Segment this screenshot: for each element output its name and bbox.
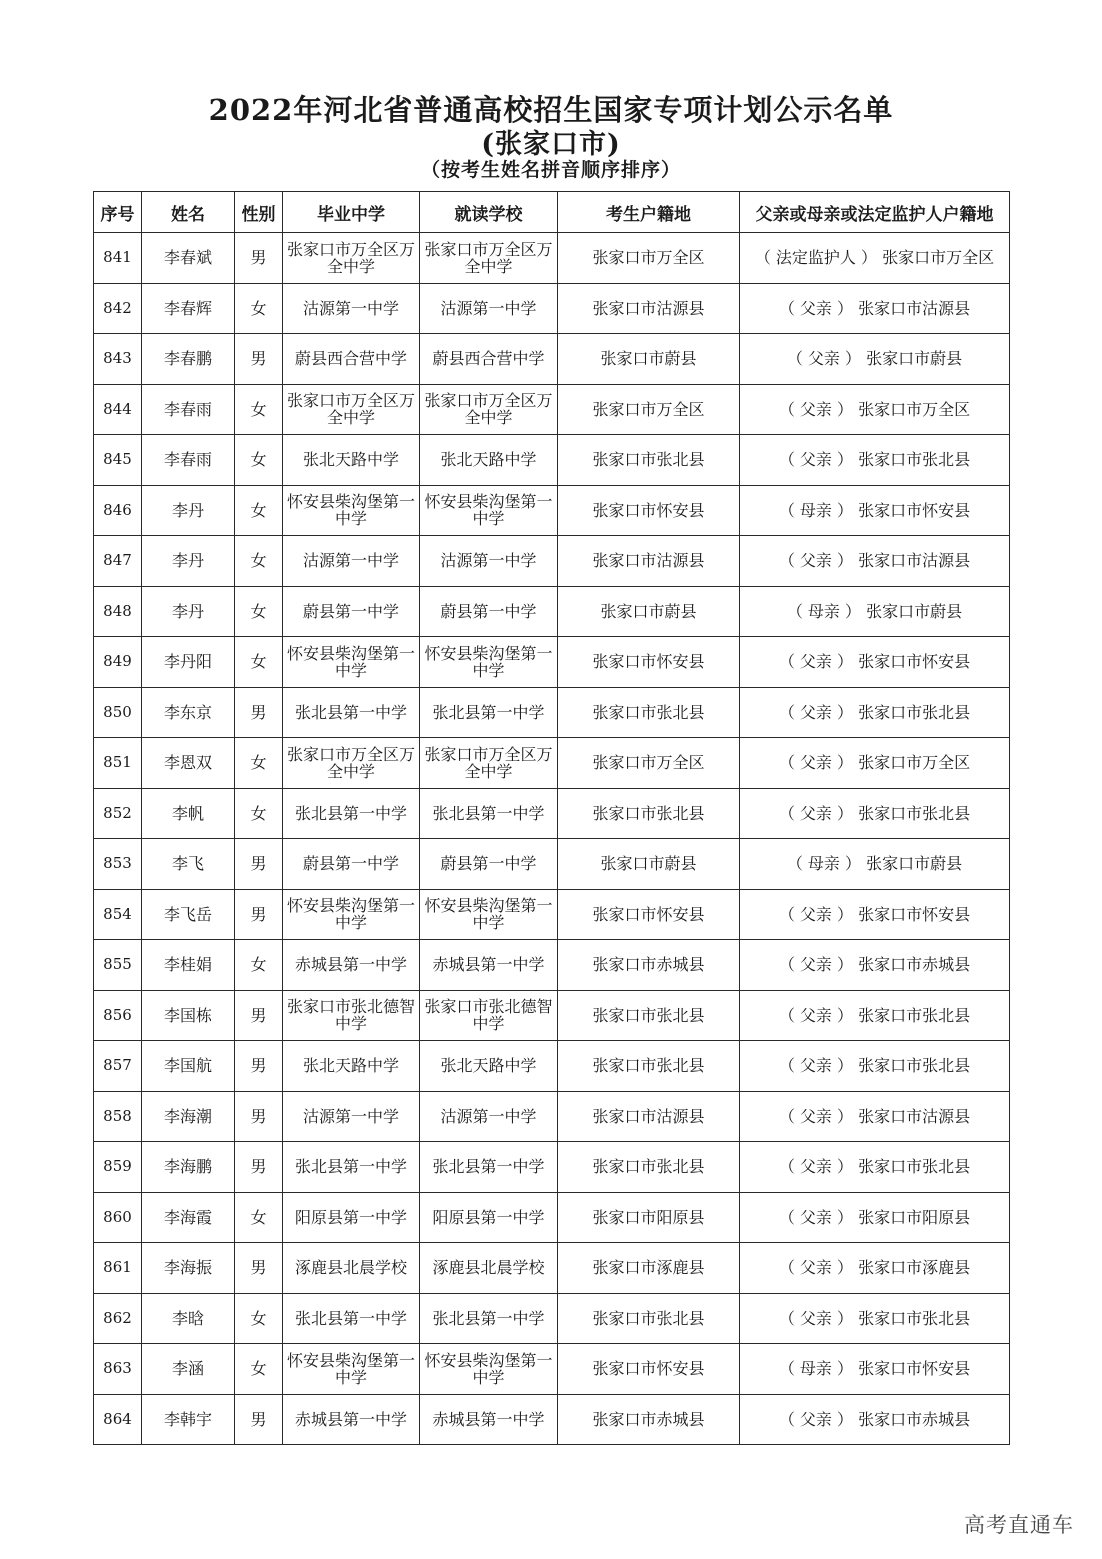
student-origin: 张家口市怀安县 [558, 485, 740, 536]
page-title: 2022年河北省普通高校招生国家专项计划公示名单 [208, 93, 894, 127]
student-name: 李春鹏 [142, 334, 235, 385]
attend-school: 张北天路中学 [420, 1041, 558, 1092]
attend-school: 张北县第一中学 [420, 687, 558, 738]
guardian-origin [740, 788, 1010, 839]
row-number: 848 [94, 586, 142, 637]
student-origin: 张家口市万全区 [558, 233, 740, 284]
table-row [94, 1293, 1010, 1344]
attend-school: 张家口市万全区万全中学 [420, 233, 558, 284]
row-number: 855 [94, 940, 142, 991]
row-number: 864 [94, 1394, 142, 1445]
guardian-origin [740, 536, 1010, 587]
grad-school: 赤城县第一中学 [283, 1394, 420, 1445]
guardian-origin [740, 687, 1010, 738]
row-number: 851 [94, 738, 142, 789]
student-origin: 张家口市蔚县 [558, 839, 740, 890]
guardian-origin [740, 283, 1010, 334]
student-origin: 张家口市沽源县 [558, 283, 740, 334]
guardian-relation: （ 父亲 ） [778, 1258, 854, 1278]
student-name: 李春雨 [142, 384, 235, 435]
guardian-origin [740, 1041, 1010, 1092]
table-row [94, 536, 1010, 587]
attend-school: 张北县第一中学 [420, 1142, 558, 1193]
guardian-origin [740, 334, 1010, 385]
student-gender: 男 [235, 1394, 283, 1445]
guardian-place: 张家口市万全区 [858, 753, 971, 773]
student-gender: 女 [235, 536, 283, 587]
row-number: 858 [94, 1091, 142, 1142]
guardian-place: 张家口市张北县 [858, 1005, 971, 1025]
attend-school: 沽源第一中学 [420, 1091, 558, 1142]
student-origin: 张家口市赤城县 [558, 1394, 740, 1445]
guardian-relation: （ 父亲 ） [778, 399, 854, 419]
student-name: 李韩宇 [142, 1394, 235, 1445]
student-gender: 男 [235, 839, 283, 890]
student-name: 李海潮 [142, 1091, 235, 1142]
attend-school: 阳原县第一中学 [420, 1192, 558, 1243]
grad-school: 沽源第一中学 [283, 1091, 420, 1142]
grad-school: 怀安县柴沟堡第一中学 [283, 1344, 420, 1395]
student-gender: 男 [235, 1142, 283, 1193]
guardian-relation: （ 父亲 ） [778, 652, 854, 672]
guardian-origin [740, 1243, 1010, 1294]
guardian-relation: （ 父亲 ） [778, 298, 854, 318]
guardian-relation: （ 父亲 ） [778, 753, 854, 773]
row-number: 862 [94, 1293, 142, 1344]
attend-school: 沽源第一中学 [420, 283, 558, 334]
student-gender: 女 [235, 738, 283, 789]
page-subtitle-city: (张家口市) [481, 129, 621, 160]
student-gender: 男 [235, 1243, 283, 1294]
student-gender: 女 [235, 637, 283, 688]
row-number: 854 [94, 889, 142, 940]
row-number: 843 [94, 334, 142, 385]
table-row [94, 1192, 1010, 1243]
row-number: 852 [94, 788, 142, 839]
student-origin: 张家口市张北县 [558, 1041, 740, 1092]
table-row [94, 889, 1010, 940]
student-name: 李涵 [142, 1344, 235, 1395]
guardian-origin [740, 435, 1010, 486]
page-sort-note: （按考生姓名拼音顺序排序） [420, 159, 681, 181]
guardian-origin [740, 586, 1010, 637]
attend-school: 张北县第一中学 [420, 1293, 558, 1344]
student-gender: 女 [235, 435, 283, 486]
guardian-relation: （ 父亲 ） [778, 702, 854, 722]
student-name: 李恩双 [142, 738, 235, 789]
student-name: 李春雨 [142, 435, 235, 486]
attend-school: 张家口市张北德智中学 [420, 990, 558, 1041]
guardian-relation: （ 父亲 ） [778, 904, 854, 924]
student-name: 李国航 [142, 1041, 235, 1092]
row-number: 850 [94, 687, 142, 738]
student-gender: 男 [235, 990, 283, 1041]
student-origin: 张家口市蔚县 [558, 334, 740, 385]
grad-school: 张家口市万全区万全中学 [283, 384, 420, 435]
guardian-origin [740, 485, 1010, 536]
guardian-origin [740, 1142, 1010, 1193]
table-row [94, 283, 1010, 334]
guardian-place: 张家口市蔚县 [866, 854, 963, 874]
guardian-place: 张家口市赤城县 [858, 955, 971, 975]
guardian-origin [740, 637, 1010, 688]
table-row [94, 788, 1010, 839]
grad-school: 阳原县第一中学 [283, 1192, 420, 1243]
table-row [94, 687, 1010, 738]
student-name: 李丹阳 [142, 637, 235, 688]
student-gender: 女 [235, 940, 283, 991]
grad-school: 沽源第一中学 [283, 283, 420, 334]
student-gender: 男 [235, 334, 283, 385]
grad-school: 怀安县柴沟堡第一中学 [283, 637, 420, 688]
student-gender: 女 [235, 485, 283, 536]
grad-school: 蔚县第一中学 [283, 839, 420, 890]
attend-school: 怀安县柴沟堡第一中学 [420, 1344, 558, 1395]
guardian-relation: （ 父亲 ） [778, 450, 854, 470]
grad-school: 张家口市张北德智中学 [283, 990, 420, 1041]
grad-school: 张家口市万全区万全中学 [283, 233, 420, 284]
table-row [94, 738, 1010, 789]
guardian-origin [740, 738, 1010, 789]
grad-school: 张北县第一中学 [283, 1293, 420, 1344]
guardian-relation: （ 父亲 ） [778, 1308, 854, 1328]
student-origin: 张家口市阳原县 [558, 1192, 740, 1243]
student-name: 李晗 [142, 1293, 235, 1344]
guardian-relation: （ 母亲 ） [778, 500, 854, 520]
table-row [94, 384, 1010, 435]
row-number: 849 [94, 637, 142, 688]
student-gender: 女 [235, 788, 283, 839]
guardian-place: 张家口市万全区 [858, 399, 971, 419]
table-row [94, 637, 1010, 688]
student-name: 李飞岳 [142, 889, 235, 940]
guardian-relation: （ 父亲 ） [778, 1409, 854, 1429]
guardian-place: 张家口市张北县 [858, 450, 971, 470]
table-row [94, 990, 1010, 1041]
student-name: 李春辉 [142, 283, 235, 334]
guardian-relation: （ 母亲 ） [786, 854, 862, 874]
guardian-origin [740, 889, 1010, 940]
student-gender: 女 [235, 283, 283, 334]
student-name: 李丹 [142, 536, 235, 587]
student-origin: 张家口市赤城县 [558, 940, 740, 991]
student-origin: 张家口市张北县 [558, 1142, 740, 1193]
attend-school: 张家口市万全区万全中学 [420, 384, 558, 435]
row-number: 844 [94, 384, 142, 435]
guardian-origin [740, 1344, 1010, 1395]
grad-school: 张北县第一中学 [283, 1142, 420, 1193]
table-row [94, 1243, 1010, 1294]
attend-school: 涿鹿县北晨学校 [420, 1243, 558, 1294]
guardian-place: 张家口市张北县 [858, 1056, 971, 1076]
student-name: 李东京 [142, 687, 235, 738]
guardian-place: 张家口市沽源县 [858, 551, 971, 571]
row-number: 853 [94, 839, 142, 890]
guardian-place: 张家口市怀安县 [858, 500, 971, 520]
grad-school: 张北天路中学 [283, 435, 420, 486]
row-number: 842 [94, 283, 142, 334]
table-row [94, 1394, 1010, 1445]
grad-school: 赤城县第一中学 [283, 940, 420, 991]
header-guardian-origin: 父亲或母亲或法定监护人户籍地 [740, 192, 1010, 233]
row-number: 845 [94, 435, 142, 486]
student-name: 李飞 [142, 839, 235, 890]
student-name: 李海霞 [142, 1192, 235, 1243]
guardian-relation: （ 母亲 ） [778, 1359, 854, 1379]
guardian-origin [740, 839, 1010, 890]
guardian-place: 张家口市张北县 [858, 702, 971, 722]
row-number: 860 [94, 1192, 142, 1243]
guardian-place: 张家口市赤城县 [858, 1409, 971, 1429]
table-row [94, 1091, 1010, 1142]
table-row [94, 485, 1010, 536]
row-number: 861 [94, 1243, 142, 1294]
grad-school: 蔚县西合营中学 [283, 334, 420, 385]
student-gender: 男 [235, 1041, 283, 1092]
guardian-relation: （ 父亲 ） [778, 1056, 854, 1076]
student-gender: 男 [235, 1091, 283, 1142]
attend-school: 蔚县第一中学 [420, 839, 558, 890]
student-origin: 张家口市怀安县 [558, 1344, 740, 1395]
student-gender: 女 [235, 586, 283, 637]
header-grad-school: 毕业中学 [283, 192, 420, 233]
row-number: 859 [94, 1142, 142, 1193]
attend-school: 怀安县柴沟堡第一中学 [420, 637, 558, 688]
table-row [94, 586, 1010, 637]
guardian-place: 张家口市张北县 [858, 803, 971, 823]
header-attend-school: 就读学校 [420, 192, 558, 233]
guardian-origin [740, 233, 1010, 284]
table-row [94, 233, 1010, 284]
student-origin: 张家口市张北县 [558, 1293, 740, 1344]
guardian-relation: （ 父亲 ） [778, 1005, 854, 1025]
guardian-relation: （ 父亲 ） [778, 551, 854, 571]
grad-school: 张北天路中学 [283, 1041, 420, 1092]
attend-school: 怀安县柴沟堡第一中学 [420, 485, 558, 536]
attend-school: 蔚县第一中学 [420, 586, 558, 637]
student-origin: 张家口市张北县 [558, 687, 740, 738]
student-gender: 男 [235, 687, 283, 738]
guardian-place: 张家口市张北县 [858, 1308, 971, 1328]
row-number: 863 [94, 1344, 142, 1395]
guardian-place: 张家口市沽源县 [858, 298, 971, 318]
guardian-origin [740, 990, 1010, 1041]
roster-table [93, 191, 1010, 1445]
student-gender: 女 [235, 1344, 283, 1395]
student-origin: 张家口市沽源县 [558, 1091, 740, 1142]
student-name: 李国栋 [142, 990, 235, 1041]
guardian-place: 张家口市张北县 [858, 1157, 971, 1177]
guardian-place: 张家口市怀安县 [858, 652, 971, 672]
grad-school: 沽源第一中学 [283, 536, 420, 587]
student-origin: 张家口市张北县 [558, 990, 740, 1041]
table-row [94, 940, 1010, 991]
grad-school: 蔚县第一中学 [283, 586, 420, 637]
table-row [94, 1041, 1010, 1092]
grad-school: 张家口市万全区万全中学 [283, 738, 420, 789]
guardian-origin [740, 1192, 1010, 1243]
grad-school: 涿鹿县北晨学校 [283, 1243, 420, 1294]
grad-school: 怀安县柴沟堡第一中学 [283, 485, 420, 536]
guardian-place: 张家口市沽源县 [858, 1106, 971, 1126]
row-number: 846 [94, 485, 142, 536]
student-name: 李桂娟 [142, 940, 235, 991]
header-gender: 性别 [235, 192, 283, 233]
attend-school: 怀安县柴沟堡第一中学 [420, 889, 558, 940]
student-gender: 男 [235, 889, 283, 940]
header-row [94, 192, 1010, 233]
student-gender: 女 [235, 1293, 283, 1344]
header-origin: 考生户籍地 [558, 192, 740, 233]
student-origin: 张家口市沽源县 [558, 536, 740, 587]
row-number: 857 [94, 1041, 142, 1092]
grad-school: 怀安县柴沟堡第一中学 [283, 889, 420, 940]
guardian-relation: （ 法定监护人 ） [754, 248, 878, 268]
grad-school: 张北县第一中学 [283, 687, 420, 738]
student-name: 李海振 [142, 1243, 235, 1294]
student-origin: 张家口市蔚县 [558, 586, 740, 637]
student-name: 李帆 [142, 788, 235, 839]
student-origin: 张家口市张北县 [558, 788, 740, 839]
guardian-place: 张家口市阳原县 [858, 1207, 971, 1227]
guardian-place: 张家口市涿鹿县 [858, 1258, 971, 1278]
student-gender: 女 [235, 384, 283, 435]
table-row [94, 1344, 1010, 1395]
student-origin: 张家口市张北县 [558, 435, 740, 486]
student-origin: 张家口市怀安县 [558, 637, 740, 688]
row-number: 841 [94, 233, 142, 284]
grad-school: 张北县第一中学 [283, 788, 420, 839]
attend-school: 蔚县西合营中学 [420, 334, 558, 385]
guardian-origin [740, 1091, 1010, 1142]
header-no: 序号 [94, 192, 142, 233]
guardian-origin [740, 1293, 1010, 1344]
attend-school: 赤城县第一中学 [420, 940, 558, 991]
student-name: 李海鹏 [142, 1142, 235, 1193]
guardian-relation: （ 父亲 ） [778, 1157, 854, 1177]
guardian-place: 张家口市蔚县 [866, 349, 963, 369]
guardian-origin [740, 1394, 1010, 1445]
guardian-origin [740, 940, 1010, 991]
attend-school: 张家口市万全区万全中学 [420, 738, 558, 789]
guardian-relation: （ 父亲 ） [778, 803, 854, 823]
table-row [94, 435, 1010, 486]
watermark: 高考直通车 [964, 1513, 1074, 1537]
header-name: 姓名 [142, 192, 235, 233]
student-gender: 男 [235, 233, 283, 284]
attend-school: 赤城县第一中学 [420, 1394, 558, 1445]
table-row [94, 334, 1010, 385]
guardian-relation: （ 母亲 ） [786, 601, 862, 621]
table-row [94, 1142, 1010, 1193]
attend-school: 张北天路中学 [420, 435, 558, 486]
guardian-relation: （ 父亲 ） [778, 1106, 854, 1126]
student-origin: 张家口市万全区 [558, 384, 740, 435]
table-row [94, 839, 1010, 890]
guardian-origin [740, 384, 1010, 435]
row-number: 856 [94, 990, 142, 1041]
attend-school: 张北县第一中学 [420, 788, 558, 839]
student-name: 李丹 [142, 586, 235, 637]
student-name: 李丹 [142, 485, 235, 536]
student-origin: 张家口市万全区 [558, 738, 740, 789]
student-origin: 张家口市涿鹿县 [558, 1243, 740, 1294]
student-gender: 女 [235, 1192, 283, 1243]
row-number: 847 [94, 536, 142, 587]
guardian-relation: （ 父亲 ） [778, 1207, 854, 1227]
guardian-relation: （ 父亲 ） [778, 955, 854, 975]
student-origin: 张家口市怀安县 [558, 889, 740, 940]
guardian-place: 张家口市万全区 [882, 248, 995, 268]
guardian-place: 张家口市怀安县 [858, 1359, 971, 1379]
attend-school: 沽源第一中学 [420, 536, 558, 587]
guardian-place: 张家口市怀安县 [858, 904, 971, 924]
guardian-place: 张家口市蔚县 [866, 601, 963, 621]
student-name: 李春斌 [142, 233, 235, 284]
guardian-relation: （ 父亲 ） [786, 349, 862, 369]
